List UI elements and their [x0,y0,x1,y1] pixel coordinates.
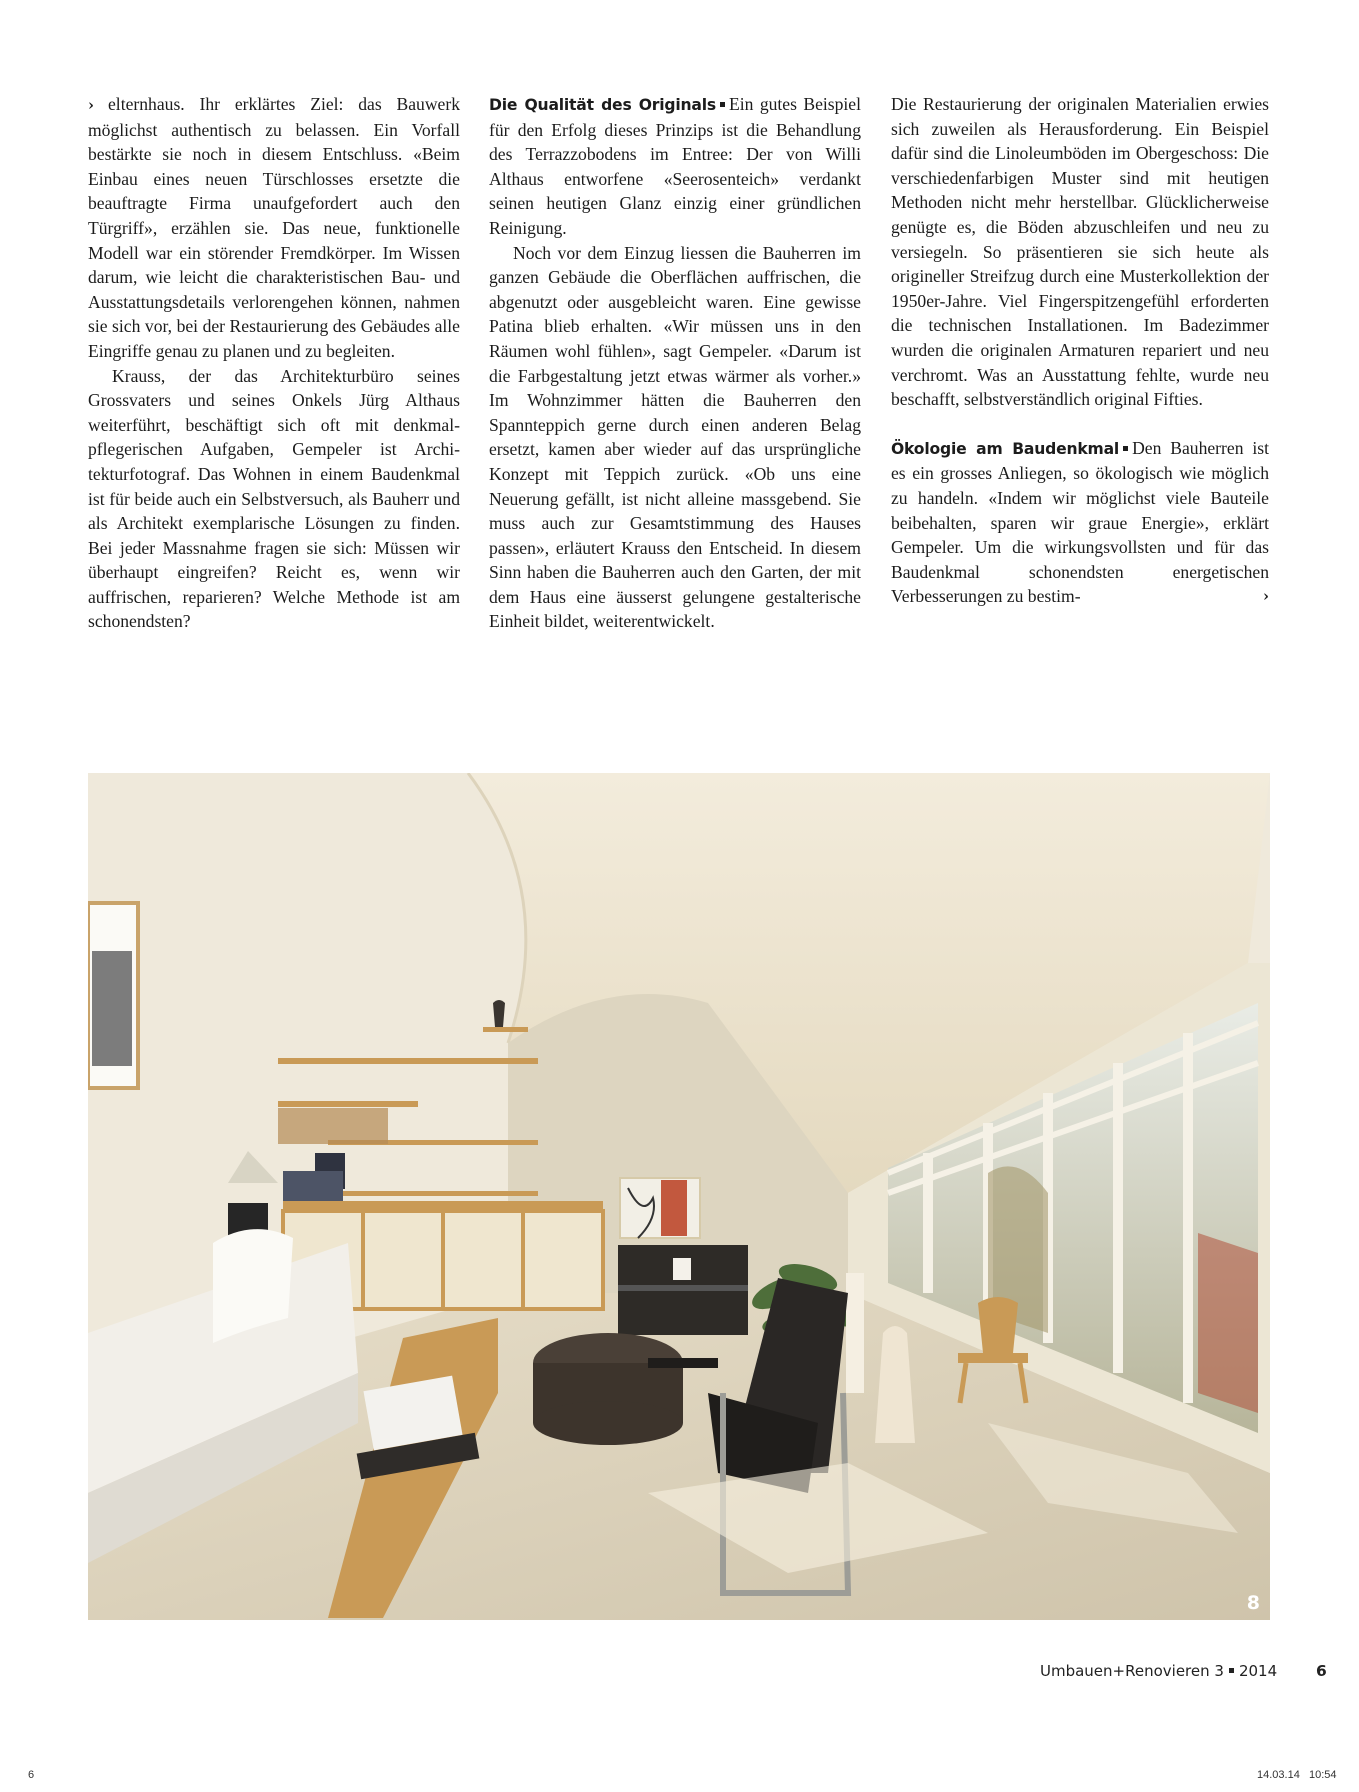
slug-date: 14.03.14 [1257,1769,1300,1781]
bullet-separator-icon [1123,446,1128,451]
paragraph [489,92,861,241]
paragraph: Krauss, der das Architekturbüro seines Grossvaters und seines Onkels Jürg Althaus weiterführt, beschäftigt sich oft mit denkmalpflegerischen Aufgaben, Gempeler ist Architekturfotograf. Das Wohnen in einem Baudenkmal ist für beide auch ein Selbstversuch, als Bauherr und als Architekt exemplarische Lösungen zu finden. Bei jeder Massnahme fragen sie sich: Müssen wir überhaupt eingreifen? Reicht es, wenn wir auffrischen, reparieren? Welche Methode ist am schonendsten? [88,365,460,632]
floor-lamp [846,1273,864,1393]
magazine-year: 2014 [1238,1662,1278,1680]
slug-time: 10:54 [1309,1769,1337,1781]
print-slug-timestamp [1257,1769,1337,1781]
photo-caption-number: 8 [1246,1592,1260,1614]
paragraph-text: elternhaus. Ihr erklärtes Ziel: das Bauwerk möglichst authentisch zu belassen. Ein Vorfall bestärkte sie noch in diesem Entschluss. «Beim Einbau eines neuen Türschlosses ersetzte die beauftragte Firma unaufgefordert auch den Türgriff», erzählen sie. Das neue, funktionelle Modell war ein störender Fremdkörper. Im Wissen darum, wie leicht die charakteristischen Bau- und Ausstattungsdetails verlorengehen können, nahmen sie sich vor, bei der Restaurierung des Gebäudes alle Eingriffe genau zu planen und zu begleiten. [88,94,460,361]
paragraph: Noch vor dem Einzug liessen die Bauherren im ganzen Gebäude die Oberflächen auffrischen, die abgenutzt oder ausgebleicht waren. Eine gewisse Patina blieb erhalten. «Wir müssen uns in den Räumen wohl fühlen», sagt Gempeler. «Darum ist die Farbgestaltung jetzt etwas wärmer als vorher.» Im Wohnzimmer hätten die Bauherren den Spannteppich gerne durch einen anderen Belag ersetzt, kamen aber wieder auf das ursprüngliche Konzept mit Teppich zurück. «Ob uns eine Neuerung gefällt, ist nicht alleine massgebend. Sie muss auch zur Gesamtstimmung des Hauses passen», erläutert Krauss den Entscheid. In diesem Sinn haben die Bauherren auch den Garten, der mit dem Haus eine äusserst gelungene gestalterische Einheit bildet, weiterentwickelt. [489,242,861,632]
living-room-illustration [88,773,1270,1620]
section-heading: Die Qualität des Originals [489,96,716,114]
text-column-3 [891,92,1269,609]
abstract-painting [620,1178,700,1238]
paragraph: Die Restaurierung der originalen Materialien erwies sich zuweilen als Herausforderung. Ein Beispiel dafür sind die Linoleumböden im Obergeschoss: Die verschiedenfarbigen Muster sind mit heutigen Methoden nicht mehr herstellbar. Glücklicherweise genügte es, die Böden abzuschleifen und neu zu versiegeln. So präsentieren sie sich heute als origineller Streifzug durch eine Musterkollektion der 1950er-Jahre. Viel Fingerspitzengefühl erforderten die technischen Installationen. Im Badezimmer wurden die originalen Armaturen repariert und neu verchromt. Was an Ausstattung fehlte, wurde neu beschafft, selbstverständlich original Fifties. [891,94,1269,410]
paragraph-text: Ein gutes Beispiel für den Erfolg dieses Prinzips ist die Behandlung des Terrazzobodens im Entree: Der von Willi Althaus entworfene «Seerosenteich» verdankt seinen heutigen Glanz einzig einer gründlichen Reinigung. [489,94,862,238]
footer-magazine-title [1040,1662,1277,1680]
continues-arrow-icon: › [1263,587,1269,606]
paragraph [88,92,460,364]
text-column-2 [489,92,861,634]
page-number: 6 [1316,1662,1327,1680]
section-heading: Ökologie am Baudenkmal [891,439,1120,458]
paragraph-text: Den Bauherren ist es ein grosses Anliegen, so ökologisch wie möglich zu handeln. «Indem wir möglichst viele Bauteile beibehalten, sparen wir graue Energie», erklärt Gempeler. Um die wirkungsvollsten und für das Baudenkmal schonendsten energetischen Verbesserungen zu bestim- [891,437,1269,607]
bullet-separator-icon [720,102,725,107]
paragraph [891,436,1269,609]
print-slug-page: 6 [28,1769,35,1781]
bullet-separator-icon [1229,1668,1234,1673]
text-column-1 [88,92,460,634]
magazine-name: Umbauen+Renovieren 3 [1040,1662,1224,1680]
living-room-photo [88,773,1270,1620]
piano [618,1245,748,1335]
continued-arrow-icon: › [88,96,94,114]
